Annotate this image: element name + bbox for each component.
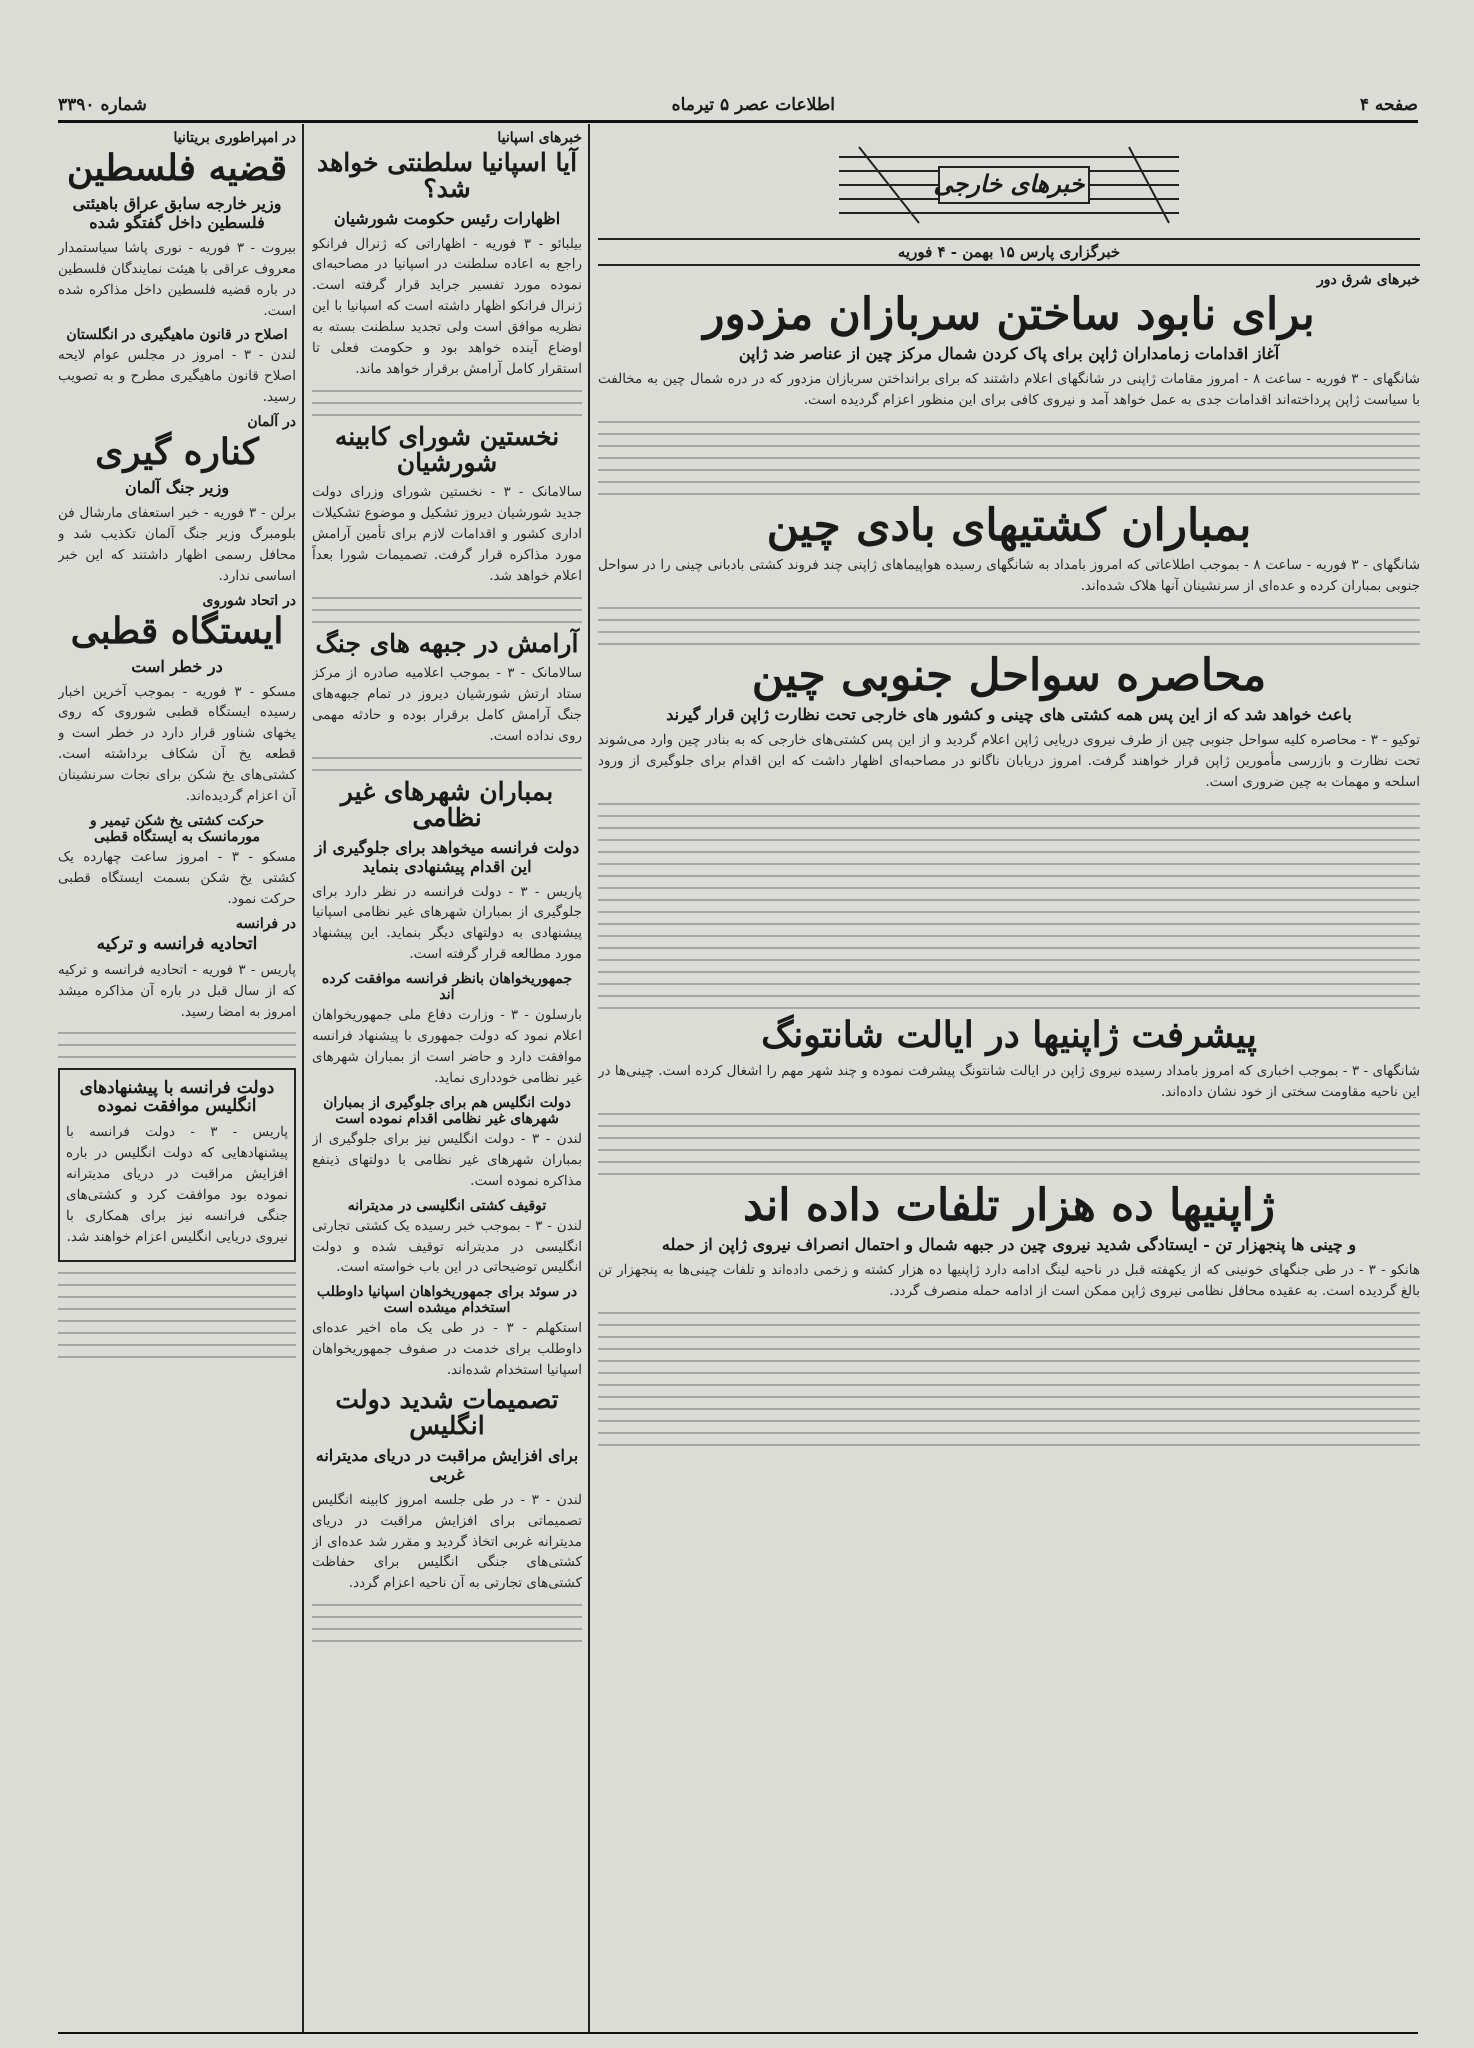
article-sailboats: شانگهای - ۳ فوریه - ساعت ۸ - بموجب اطلاعاتی که امروز بامداد به شانگهای رسیده هواپیماهای ژاپنی چند فروند کشتی بادبانی چینی را در سواحل جنوبی بمباران کرده و عده‌ای از سرنشینان آنها هلاک شده‌اند.	[598, 557, 1420, 595]
headline-shantung: پیشرفت ژاپنیها در ایالت شانتونگ	[761, 1014, 1257, 1057]
dateline: خبرگزاری پارس ۱۵ بهمن - ۴ فوریه	[598, 238, 1420, 266]
subhead-blockade: باعث خواهد شد که از این پس همه کشتی های چینی و کشور های خارجی تحت نظارت ژاپن قرار گیرند	[666, 705, 1352, 725]
headline-mercenaries: برای نابود ساختن سربازان مزدور	[703, 289, 1315, 340]
column-spain	[312, 128, 582, 2028]
title-ship-seized: توقیف کشتی انگلیسی در مدیترانه	[347, 1197, 547, 1214]
headline-blockade: محاصره سواحل جنوبی چین	[751, 650, 1267, 702]
paper-title-date: اطلاعات عصر ۵ تیرماه	[671, 95, 835, 115]
headline-resignation: کناره گیری	[95, 431, 259, 474]
column-far-east	[598, 128, 1420, 2028]
headline-casualties: ژاپنیها ده هزار تلفات داده اند	[742, 1179, 1276, 1231]
headline-sailboats: بمباران کشتیهای بادی چین	[766, 500, 1252, 552]
boxed-story-france-britain	[58, 1068, 296, 1261]
section-label-britain: در امپراطوری بریتانیا	[173, 130, 296, 146]
section-label-france: در فرانسه	[235, 915, 296, 932]
article-cabinet: سالامانک - ۳ - نخستین شورای وزرای دولت جدید شورشیان دیروز تشکیل و موضوع تشکیلات اداری کشور و اقدامات لازم برای تأمین آرامش مورد مذاکره قرار گرفت. تصمیمات شورا بعداً اعلام خواهد شد.	[312, 484, 582, 585]
article-icebreaker: مسکو - ۳ - امروز ساعت چهارده یک کشتی یخ شکن بسمت ایستگاه قطبی حرکت نمود.	[58, 849, 296, 907]
headline-polar-station: ایستگاه قطبی	[70, 609, 284, 652]
issue-number: شماره ۳۳۹۰	[58, 95, 147, 115]
article-fishing-law: لندن - ۳ - امروز در مجلس عوام لایحه اصلاح قانون ماهیگیری مطرح و به تصویب رسید.	[58, 347, 296, 406]
headline-bombing-civilians: بمباران شهرهای غیر نظامی	[340, 777, 554, 833]
headline-palestine: قضیه فلسطین	[66, 147, 288, 189]
article-britain-action: لندن - ۳ - دولت انگلیس نیز برای جلوگیری از بمباران شهرهای غیر نظامی با دولتهای ذینفع مذاکره نموده است.	[312, 1130, 582, 1189]
headline-britain-measures: تصمیمات شدید دولت انگلیس	[335, 1385, 559, 1441]
article-britain-measures: لندن - ۳ - در طی جلسه امروز کابینه انگلیس تصمیماتی برای افزایش مراقبت در دریای مدیترانه غربی اتخاذ گردید و مقرر شد عده‌ای از کشتی‌های جنگی انگلیس برای حفاظت کشتی‌های تجارتی به آن ناحیه اعزام گردد.	[312, 1491, 582, 1592]
foreign-news-logo-text: خبرهای خارجی	[933, 168, 1085, 198]
article-sweden-volunteers: استکهلم - ۳ - در طی یک ماه اخیر عده‌ای داوطلب برای خدمت در صفوف جمهوریخواهان اسپانیا استخدام شده‌اند.	[312, 1320, 582, 1379]
headline-france-agrees: دولت فرانسه با پیشنهادهای انگلیس موافقت نموده	[79, 1078, 275, 1117]
article-shantung: شانگهای - ۳ - بموجب اخباری که امروز بامداد رسیده نیروی ژاپن در ایالت شانتونگ پیشرفت نموده و چند شهر مهم را اشغال کرده است. چینی‌ها در این ناحیه مقاومت سختی از خود نشان داده‌اند.	[598, 1062, 1420, 1100]
article-casualties: هانکو - ۳ - در طی جنگهای خونینی که از یکهفته قبل در ناحیه لینگ ادامه دارد ژاپنیها ده هزار کشته و زخمی داده‌اند و تلفات چینی‌ها به پنجهزار تن بالغ گردیده است. به عقیده محافل نظامی نیروی ژاپن ممکن است از ادامه حمله منصرف گردد.	[598, 1261, 1420, 1299]
article-monarchy: بیلبائو - ۳ فوریه - اظهاراتی که ژنرال فرانکو راجع به اعاده سلطنت در اسپانیا در مصاحبه‌ای نموده مورد تفسیر جراید قرار گرفته است. ژنرال فرانکو اظهار داشته است که اسپانیا با این نظریه موافق است ولی تجدید سلطنت بسته به اوضاع آینده خواهد بود و حکومت فعلی تا استقرار کامل آرامش برقرار خواهد ماند.	[312, 235, 582, 378]
article-bombing-civilians: پاریس - ۳ - دولت فرانسه در نظر دارد برای جلوگیری از بمباران شهرهای غیر نظامی اسپانیا پیشنهادی به دولتهای دیگر بنماید. این پیشنهاد مورد مطالعه قرار گرفته است.	[312, 883, 582, 963]
column-europe	[58, 128, 296, 2028]
column-divider-right	[588, 124, 590, 2034]
article-mercenaries: شانگهای - ۳ فوریه - ساعت ۸ - امروز مقامات ژاپنی در شانگهای اعلام داشتند که برای برانداختن سربازان مزدور که در دره شمال چین به مخالفت با سیاست ژاپن پرداخته‌اند اقدامات جدی به عمل خواهد آمد و نیروی کافی برای این منظور اعزام گردیده است.	[598, 371, 1420, 409]
page-number: صفحه ۴	[1359, 95, 1418, 115]
subhead-monarchy: اظهارات رئیس حکومت شورشیان	[333, 208, 561, 228]
foreign-news-logo	[598, 134, 1420, 230]
section-label-germany: در آلمان	[247, 414, 296, 431]
title-icebreaker: حرکت کشتی یخ شکن تیمیر و مورمانسک به ایستگاه قطبی	[89, 813, 265, 846]
title-britain-action: دولت انگلیس هم برای جلوگیری از بمباران شهرهای غیر نظامی اقدام نموده است	[323, 1094, 571, 1127]
article-ship-seized: لندن - ۳ - بموجب خبر رسیده یک کشتی تجارتی انگلیسی در مدیترانه توقیف شده و دولت انگلیس توضیحاتی در این باب خواسته است.	[312, 1217, 582, 1276]
headline-monarchy: آیا اسپانیا سلطنتی خواهد شد؟	[316, 148, 578, 204]
subhead-resignation: وزیر جنگ آلمان	[124, 478, 230, 498]
section-label-far-east: خبرهای شرق دور	[1316, 272, 1420, 288]
subhead-casualties: و چینی ها پنجهزار تن - ایستادگی شدید نیروی چین در جبهه شمال و احتمال انصراف نیروی ژاپن از حمله	[661, 1234, 1357, 1254]
section-label-ussr: در اتحاد شوروی	[202, 592, 296, 609]
article-resignation: برلن - ۳ فوریه - خبر استعفای مارشال فن بلومبرگ وزیر جنگ آلمان تکذیب شد و محافل رسمی اظهار داشتند که این خبر اساسی ندارد.	[58, 505, 296, 584]
article-blockade: توکیو - ۳ - محاصره کلیه سواحل جنوبی چین از طرف نیروی دریایی ژاپن اعلام گردید و از این پس کشتی‌های خارجی که به بنادر چین وارد می‌شوند تحت نظارت و بازرسی مأمورین ژاپن قرار خواهند گرفت. امروز دریابان ناگانو در مصاحبه‌ای اظهار داشت که این اقدام برای جلوگیری از ورود اسلحه و مهمات به چین ضروری است.	[598, 732, 1420, 791]
footer-rule	[58, 2032, 1418, 2034]
subhead-bombing-civilians: دولت فرانسه میخواهد برای جلوگیری از این اقدام پیشنهادی بنماید	[314, 837, 580, 876]
article-polar-station: مسکو - ۳ فوریه - بموجب آخرین اخبار رسیده ایستگاه قطبی شوروی که روی یخهای شناور قرار دارد در خطر است و قطعه یخ آن شکاف برداشته است. کشتی‌های یخ شکن برای نجات سرنشینان آن اعزام گردیده‌اند.	[58, 683, 296, 805]
subhead-palestine: وزیر خارجه سابق عراق باهیئتی فلسطین داخل گفتگو شده	[72, 193, 282, 232]
article-france-turkey: پاریس - ۳ فوریه - اتحادیه فرانسه و ترکیه که از سال قبل در باره آن مذاکره میشد امروز به امضا رسید.	[58, 961, 296, 1020]
article-calm-fronts: سالامانک - ۳ - بموجب اعلامیه صادره از مرکز ستاد ارتش شورشیان دیروز در تمام جبهه‌های جنگ آرامش کامل برقرار بوده و حادثه مهمی روی نداده است.	[312, 665, 582, 745]
headline-cabinet: نخستین شورای کابینه شورشیان	[334, 421, 560, 478]
headline-france-turkey: اتحادیه فرانسه و ترکیه	[96, 933, 258, 954]
article-palestine: بیروت - ۳ فوریه - نوری پاشا سیاستمدار معروف عراقی با هیئت نمایندگان فلسطین در باره قضیه فلسطین داخل مذاکره شده است.	[58, 239, 296, 319]
title-republicans-agree: جمهوریخواهان بانظر فرانسه موافقت کرده اند	[321, 971, 573, 1004]
column-divider-left	[302, 124, 304, 2034]
article-republicans-agree: بارسلون - ۳ - وزارت دفاع ملی جمهوریخواهان اعلام نمود که دولت جمهوری با پیشنهاد فرانسه موافقت دارد و حاضر است از بمباران شهرهای غیر نظامی خودداری نماید.	[312, 1007, 582, 1086]
subhead-mercenaries: آغاز اقدامات زمامداران ژاپن برای پاک کردن شمال مرکز چین از عناصر ضد ژاپن	[738, 344, 1280, 364]
masthead	[58, 92, 1418, 118]
title-sweden-volunteers: در سوئد برای جمهوریخواهان اسپانیا داوطلب استخدام میشده است	[316, 1284, 578, 1317]
masthead-rule	[58, 120, 1418, 123]
subhead-polar-station: در خطر است	[131, 656, 223, 676]
section-label-spain: خبرهای اسپانیا	[497, 130, 582, 146]
headline-calm-fronts: آرامش در جبهه های جنگ	[315, 629, 579, 659]
title-fishing-law: اصلاح در قانون ماهیگیری در انگلستان	[66, 327, 288, 344]
subhead-britain-measures: برای افزایش مراقبت در دریای مدیترانه غربی	[315, 1445, 579, 1484]
article-france-agrees: پاریس - ۳ - دولت فرانسه با پیشنهادهایی که دولت انگلیس در باره افزایش مراقبت در دریای مدیترانه نموده بود موافقت کرد و کشتی‌های جنگی فرانسه نیز برای همکاری با نیروی دریایی انگلیس اعزام خواهند شد.	[66, 1124, 288, 1245]
